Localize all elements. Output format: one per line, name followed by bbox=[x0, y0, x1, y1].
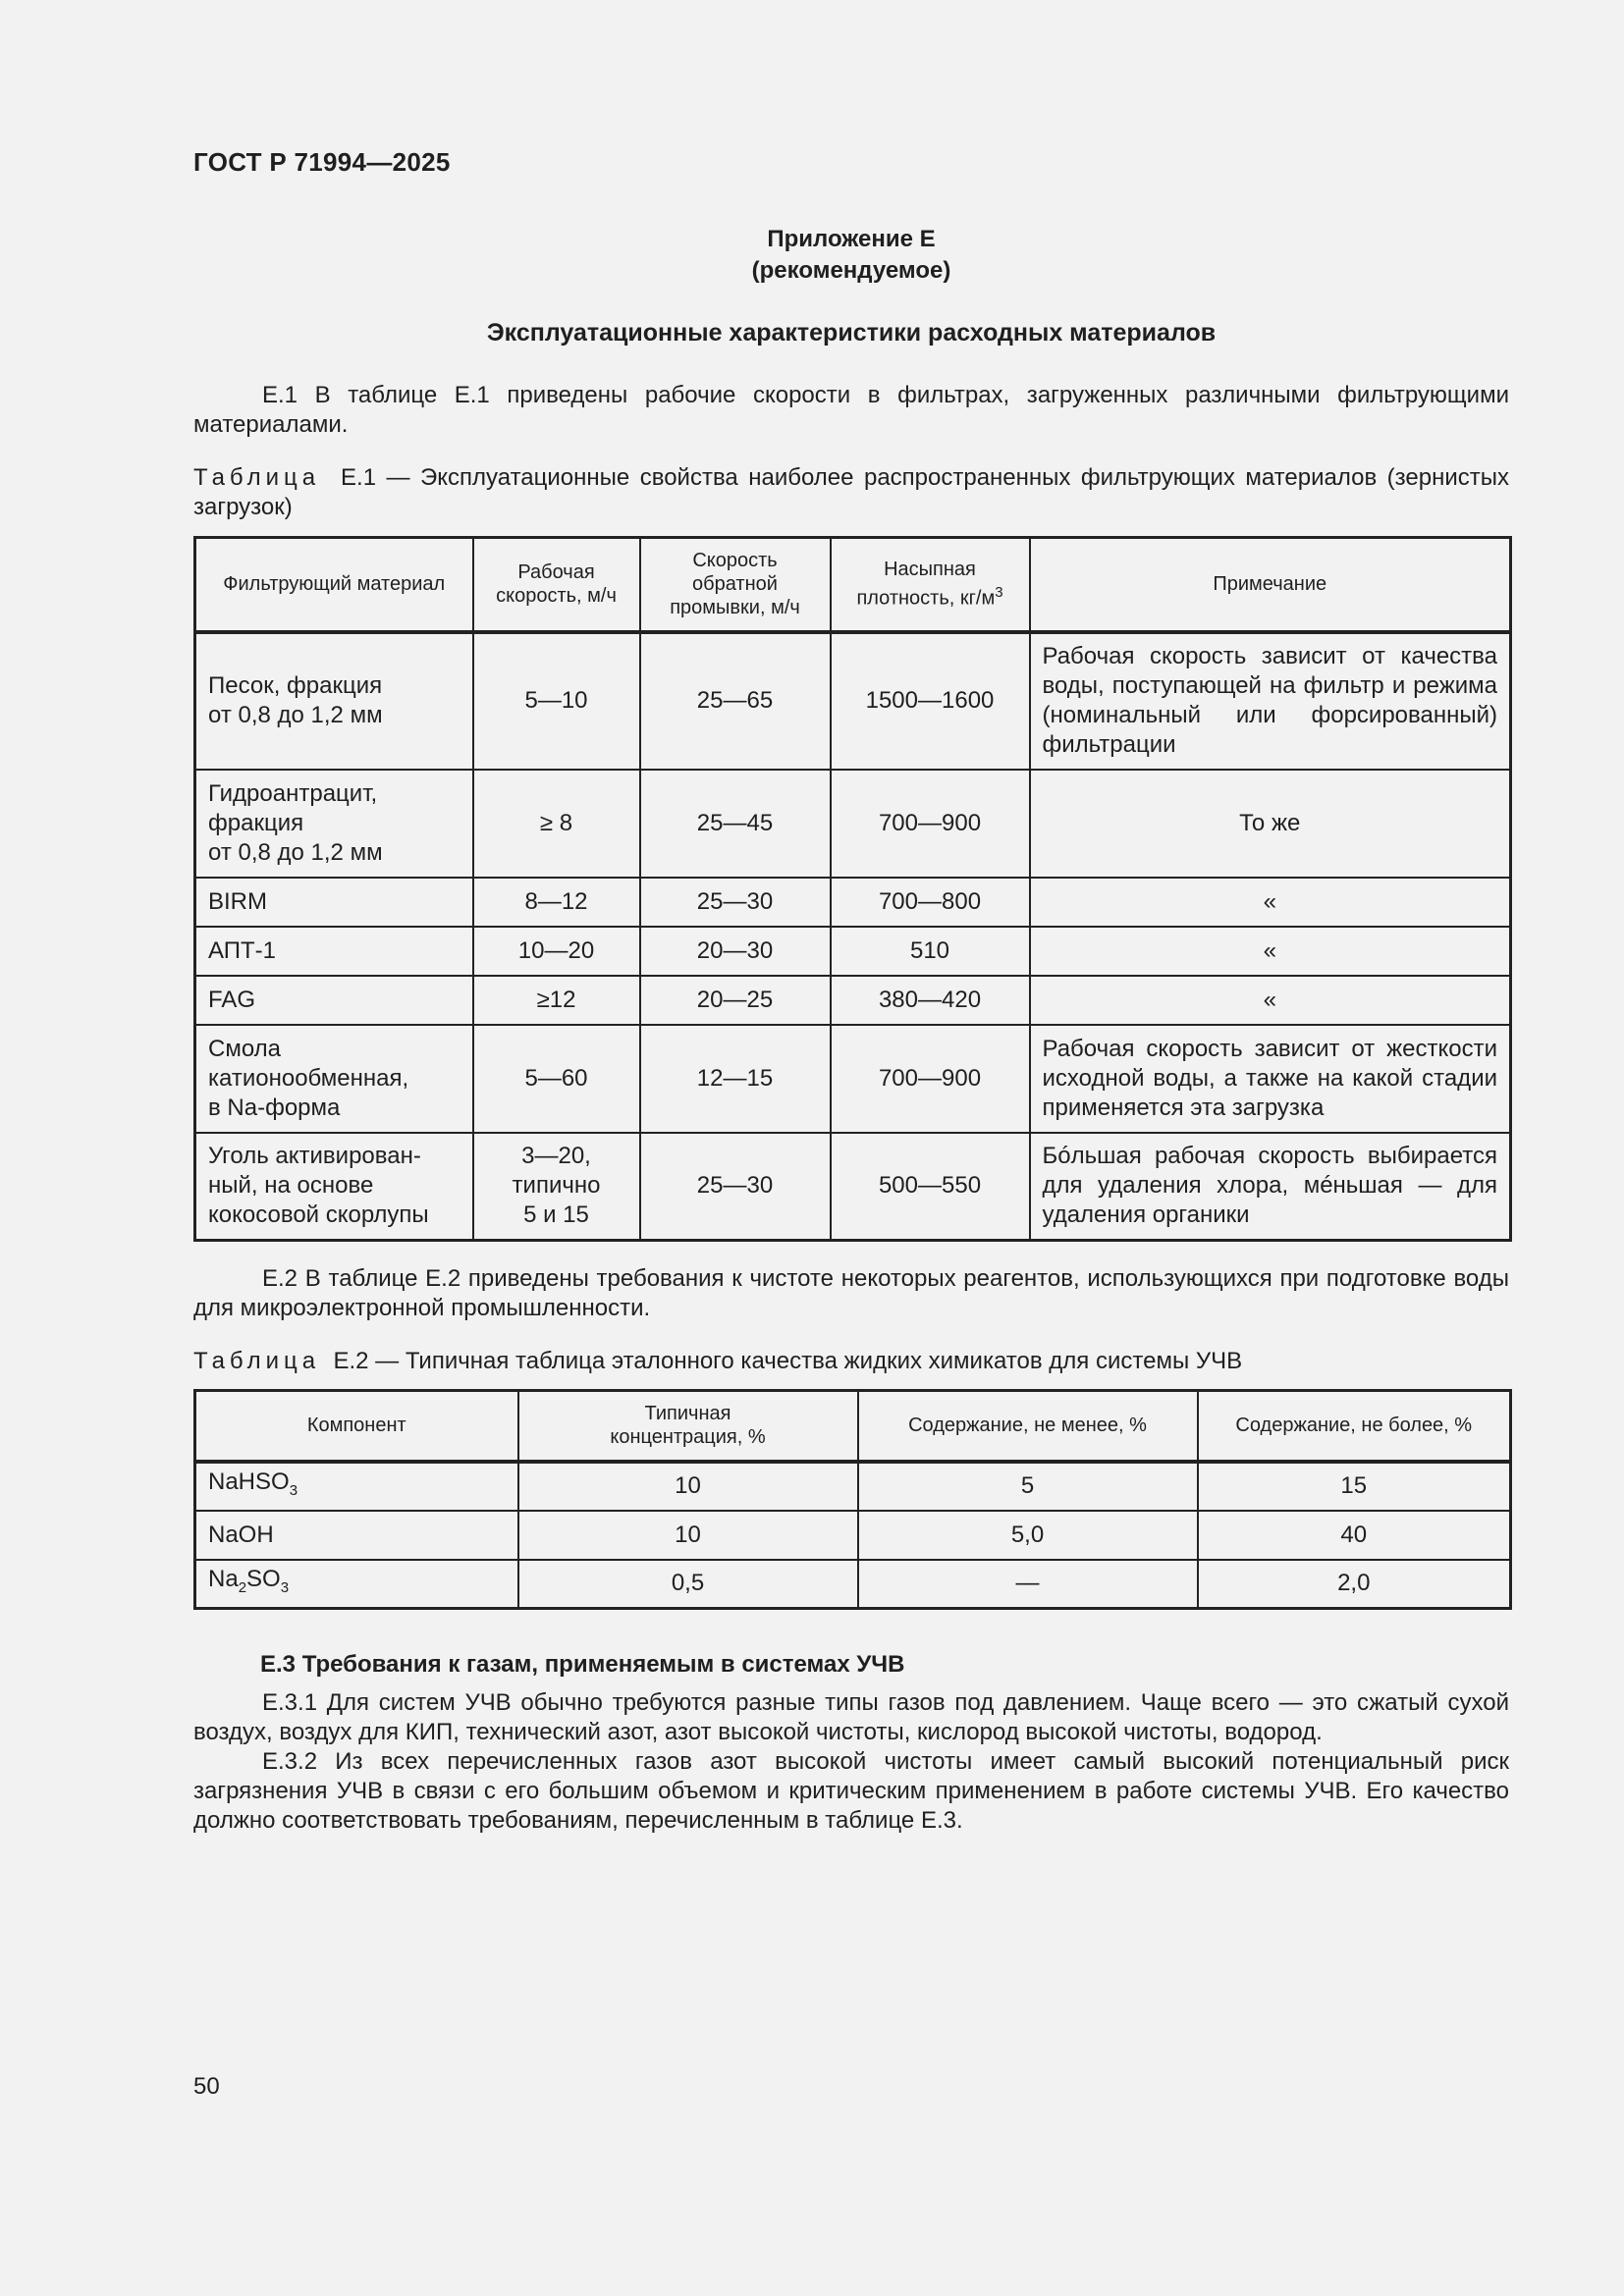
appendix-title: Приложение Е bbox=[767, 226, 936, 252]
table2-caption-label: Таблица bbox=[193, 1348, 321, 1374]
table1-caption-label: Таблица bbox=[193, 464, 321, 491]
max-cell: 15 bbox=[1198, 1462, 1511, 1511]
table-e2 bbox=[193, 1389, 1512, 1610]
backwash-cell: 25—30 bbox=[640, 878, 831, 927]
section-e1-paragraph: Е.1 В таблице Е.1 приведены рабочие скорости в фильтрах, загруженных различными фильтрующими материалами. bbox=[193, 382, 1509, 438]
material-cell: Смола катионообменная, в Na-форма bbox=[195, 1025, 473, 1133]
table1-header-density: Насыпная плотность, $кг/м^3$ bbox=[831, 538, 1030, 632]
density-cell: 700—900 bbox=[831, 770, 1030, 878]
material-cell: BIRM bbox=[195, 878, 473, 927]
table2-caption bbox=[193, 1347, 1509, 1376]
density-cell: 700—800 bbox=[831, 878, 1030, 927]
density-cell: 380—420 bbox=[831, 976, 1030, 1025]
min-cell: 5,0 bbox=[858, 1511, 1198, 1560]
material-cell: FAG bbox=[195, 976, 473, 1025]
speed-cell: 10—20 bbox=[473, 927, 640, 976]
appendix-heading: Эксплуатационные характеристики расходных материалов bbox=[486, 319, 1217, 347]
table1-header-note: Примечание bbox=[1030, 538, 1511, 632]
speed-cell: 5—10 bbox=[473, 632, 640, 770]
table-row bbox=[195, 1025, 1511, 1133]
table-row bbox=[195, 1462, 1511, 1511]
backwash-cell: 20—30 bbox=[640, 927, 831, 976]
max-cell: 40 bbox=[1198, 1511, 1511, 1560]
min-cell: 5 bbox=[858, 1462, 1198, 1511]
note-cell: Рабочая скорость зависит от качества воды, поступающей на фильтр и режима (номинальный или форсированный) фильтрации bbox=[1030, 632, 1511, 770]
section-e2-paragraph: Е.2 В таблице Е.2 приведены требования к чистоте некоторых реагентов, использующихся при подготовке воды для микроэлектронной промышленности. bbox=[193, 1265, 1509, 1321]
table1-header-speed: Рабочая скорость, м/ч bbox=[473, 538, 640, 632]
table-row bbox=[195, 878, 1511, 927]
table-row bbox=[195, 1560, 1511, 1609]
note-cell: То же bbox=[1030, 770, 1511, 878]
speed-cell: 8—12 bbox=[473, 878, 640, 927]
section-e3-2-paragraph: Е.3.2 Из всех перечисленных газов азот высокой чистоты имеет самый высокий потенциальный риск загрязнения УЧВ в связи с его большим объемом и критическим применением в работе системы УЧВ. Его качество должно соответствовать требованиям, перечисленным в таблице Е.3. bbox=[193, 1748, 1509, 1834]
note-cell: « bbox=[1030, 878, 1511, 927]
section-e3-1-paragraph: Е.3.1 Для систем УЧВ обычно требуются разные типы газов под давлением. Чаще всего — это сжатый сухой воздух, воздух для КИП, технический азот, азот высокой чистоты, кислород высокой чистоты, водород. bbox=[193, 1689, 1509, 1745]
typical-cell: 0,5 bbox=[518, 1560, 858, 1609]
note-cell: « bbox=[1030, 927, 1511, 976]
note-cell: « bbox=[1030, 976, 1511, 1025]
section-e3-heading: Е.3 Требования к газам, применяемым в системах УЧВ bbox=[260, 1651, 905, 1678]
table2-header-typical: Типичная концентрация, % bbox=[518, 1391, 858, 1462]
typical-cell: 10 bbox=[518, 1511, 858, 1560]
table2-caption-text: Е.2 — Типичная таблица эталонного качества жидких химикатов для системы УЧВ bbox=[333, 1348, 1243, 1374]
component-cell: NaOH bbox=[195, 1511, 518, 1560]
component-cell: NaHSO$_3$ bbox=[195, 1462, 518, 1511]
backwash-cell: 20—25 bbox=[640, 976, 831, 1025]
speed-cell: ≥12 bbox=[473, 976, 640, 1025]
material-cell: Гидроантрацит, фракция от 0,8 до 1,2 мм bbox=[195, 770, 473, 878]
table-row bbox=[195, 976, 1511, 1025]
appendix-status: (рекомендуемое) bbox=[751, 257, 951, 284]
density-cell: 510 bbox=[831, 927, 1030, 976]
table1-header-material: Фильтрующий материал bbox=[195, 538, 473, 632]
backwash-cell: 25—45 bbox=[640, 770, 831, 878]
table1-header-row bbox=[195, 538, 1511, 632]
backwash-cell: 25—30 bbox=[640, 1133, 831, 1241]
table-row bbox=[195, 1511, 1511, 1560]
max-cell: 2,0 bbox=[1198, 1560, 1511, 1609]
table2-header-min: Содержание, не менее, % bbox=[858, 1391, 1198, 1462]
table-row bbox=[195, 927, 1511, 976]
table1-caption-text: Е.1 — Эксплуатационные свойства наиболее распространенных фильтрующих материалов (зернистых загрузок) bbox=[193, 464, 1509, 520]
typical-cell: 10 bbox=[518, 1462, 858, 1511]
speed-cell: ≥ 8 bbox=[473, 770, 640, 878]
backwash-cell: 12—15 bbox=[640, 1025, 831, 1133]
material-cell: Уголь активирован- ный, на основе кокосовой скорлупы bbox=[195, 1133, 473, 1241]
note-cell: Бóльшая рабочая скорость выбирается для удаления хлора, мéньшая — для удаления органики bbox=[1030, 1133, 1511, 1241]
component-cell: $Na_2SO_3$ bbox=[195, 1560, 518, 1609]
density-cell: 700—900 bbox=[831, 1025, 1030, 1133]
speed-cell: 5—60 bbox=[473, 1025, 640, 1133]
table-row bbox=[195, 632, 1511, 770]
min-cell: — bbox=[858, 1560, 1198, 1609]
document-code: ГОСТ Р 71994—2025 bbox=[193, 147, 451, 177]
table-row bbox=[195, 770, 1511, 878]
material-cell: АПТ-1 bbox=[195, 927, 473, 976]
table2-header-max: Содержание, не более, % bbox=[1198, 1391, 1511, 1462]
table-row bbox=[195, 1133, 1511, 1241]
table1-header-backwash: Скорость обратной промывки, м/ч bbox=[640, 538, 831, 632]
page-number: 50 bbox=[193, 2073, 220, 2100]
speed-cell: 3—20, типично 5 и 15 bbox=[473, 1133, 640, 1241]
table1-caption bbox=[193, 463, 1509, 522]
material-cell: Песок, фракция от 0,8 до 1,2 мм bbox=[195, 632, 473, 770]
table2-header-row bbox=[195, 1391, 1511, 1462]
density-cell: 500—550 bbox=[831, 1133, 1030, 1241]
density-cell: 1500—1600 bbox=[831, 632, 1030, 770]
table2-header-component: Компонент bbox=[195, 1391, 518, 1462]
note-cell: Рабочая скорость зависит от жесткости исходной воды, а также на какой стадии применяется эта загрузка bbox=[1030, 1025, 1511, 1133]
table-e1 bbox=[193, 536, 1512, 1242]
backwash-cell: 25—65 bbox=[640, 632, 831, 770]
